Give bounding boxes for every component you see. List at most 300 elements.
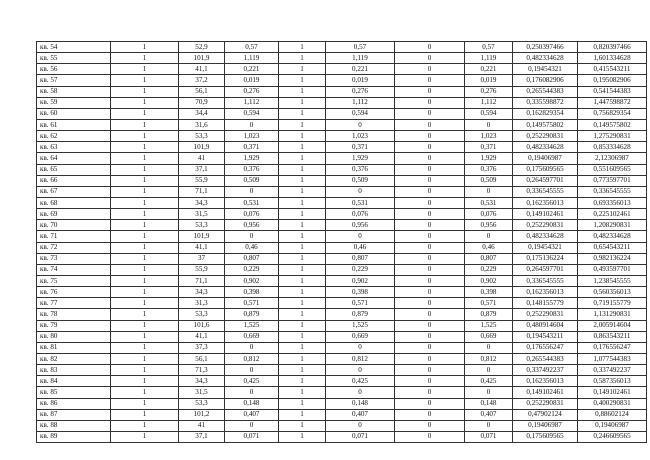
col-8-cell: 0 bbox=[465, 342, 513, 353]
area-cell: 52,9 bbox=[179, 42, 225, 53]
area-cell: 41 bbox=[179, 153, 225, 164]
col-4-cell: 0,376 bbox=[225, 164, 279, 175]
col-5-cell: 1 bbox=[279, 376, 326, 387]
total-cell: 0,820397466 bbox=[578, 42, 647, 53]
total-cell: 1,077544383 bbox=[578, 353, 647, 364]
col-9-cell: 0,482334628 bbox=[513, 53, 578, 64]
col-4-cell: 1,112 bbox=[225, 97, 279, 108]
col-4-cell: 0,398 bbox=[225, 287, 279, 298]
col-4-cell: 0,076 bbox=[225, 209, 279, 220]
table-row bbox=[37, 119, 647, 130]
col-9-cell: 0,264597701 bbox=[513, 175, 578, 186]
table-row bbox=[37, 320, 647, 331]
col-7-cell: 0 bbox=[395, 175, 465, 186]
col-8-cell: 0,376 bbox=[465, 164, 513, 175]
table-row bbox=[37, 153, 647, 164]
col-6-cell: 0 bbox=[326, 387, 395, 398]
col-7-cell: 0 bbox=[395, 42, 465, 53]
table-row bbox=[37, 231, 647, 242]
apartment-name-cell: кв. 77 bbox=[37, 298, 111, 309]
col-9-cell: 0,175609565 bbox=[513, 164, 578, 175]
total-cell: 0,400290831 bbox=[578, 398, 647, 409]
table-row bbox=[37, 287, 647, 298]
col-7-cell: 0 bbox=[395, 287, 465, 298]
col-5-cell: 1 bbox=[279, 108, 326, 119]
table-row bbox=[37, 253, 647, 264]
col-2-cell: 1 bbox=[111, 97, 179, 108]
col-7-cell: 0 bbox=[395, 387, 465, 398]
col-8-cell: 1,929 bbox=[465, 153, 513, 164]
col-8-cell: 0,571 bbox=[465, 298, 513, 309]
col-5-cell: 1 bbox=[279, 409, 326, 420]
col-9-cell: 0,149102461 bbox=[513, 387, 578, 398]
apartment-name-cell: кв. 87 bbox=[37, 409, 111, 420]
col-9-cell: 0,482334628 bbox=[513, 231, 578, 242]
col-6-cell: 0 bbox=[326, 231, 395, 242]
apartment-name-cell: кв. 83 bbox=[37, 365, 111, 376]
col-7-cell: 0 bbox=[395, 197, 465, 208]
area-cell: 71,3 bbox=[179, 365, 225, 376]
col-9-cell: 0,265544383 bbox=[513, 86, 578, 97]
table-row bbox=[37, 298, 647, 309]
col-6-cell: 0 bbox=[326, 186, 395, 197]
table-row bbox=[37, 64, 647, 75]
col-7-cell: 0 bbox=[395, 119, 465, 130]
col-5-cell: 1 bbox=[279, 164, 326, 175]
total-cell: 2,12306987 bbox=[578, 153, 647, 164]
col-8-cell: 0,371 bbox=[465, 142, 513, 153]
table-row bbox=[37, 376, 647, 387]
total-cell: 0,336545555 bbox=[578, 186, 647, 197]
apartment-name-cell: кв. 80 bbox=[37, 331, 111, 342]
col-5-cell: 1 bbox=[279, 342, 326, 353]
area-cell: 55,9 bbox=[179, 264, 225, 275]
col-4-cell: 0 bbox=[225, 231, 279, 242]
total-cell: 0,693356013 bbox=[578, 197, 647, 208]
col-9-cell: 0,335598872 bbox=[513, 97, 578, 108]
apartment-name-cell: кв. 56 bbox=[37, 64, 111, 75]
table-row bbox=[37, 398, 647, 409]
area-cell: 55,9 bbox=[179, 175, 225, 186]
apartment-name-cell: кв. 71 bbox=[37, 231, 111, 242]
apartment-name-cell: кв. 78 bbox=[37, 309, 111, 320]
col-6-cell: 0,371 bbox=[326, 142, 395, 153]
col-2-cell: 1 bbox=[111, 331, 179, 342]
area-cell: 41,1 bbox=[179, 331, 225, 342]
col-6-cell: 0,57 bbox=[326, 42, 395, 53]
col-6-cell: 0,229 bbox=[326, 264, 395, 275]
total-cell: 0,551609565 bbox=[578, 164, 647, 175]
col-8-cell: 1,119 bbox=[465, 53, 513, 64]
table-row bbox=[37, 186, 647, 197]
col-5-cell: 1 bbox=[279, 253, 326, 264]
area-cell: 101,2 bbox=[179, 409, 225, 420]
total-cell: 0,756829354 bbox=[578, 108, 647, 119]
total-cell: 1,238545555 bbox=[578, 275, 647, 286]
col-7-cell: 0 bbox=[395, 309, 465, 320]
area-cell: 34,4 bbox=[179, 108, 225, 119]
col-8-cell: 0,902 bbox=[465, 275, 513, 286]
area-cell: 53,3 bbox=[179, 131, 225, 142]
total-cell: 0,493597701 bbox=[578, 264, 647, 275]
apartment-name-cell: кв. 72 bbox=[37, 242, 111, 253]
col-5-cell: 1 bbox=[279, 119, 326, 130]
col-2-cell: 1 bbox=[111, 175, 179, 186]
col-4-cell: 0,229 bbox=[225, 264, 279, 275]
col-2-cell: 1 bbox=[111, 220, 179, 231]
col-9-cell: 0,264597701 bbox=[513, 264, 578, 275]
col-7-cell: 0 bbox=[395, 220, 465, 231]
col-7-cell: 0 bbox=[395, 186, 465, 197]
col-9-cell: 0,482334628 bbox=[513, 142, 578, 153]
col-8-cell: 0 bbox=[465, 231, 513, 242]
area-cell: 70,9 bbox=[179, 97, 225, 108]
col-8-cell: 0 bbox=[465, 387, 513, 398]
area-cell: 34,3 bbox=[179, 197, 225, 208]
col-2-cell: 1 bbox=[111, 42, 179, 53]
col-5-cell: 1 bbox=[279, 220, 326, 231]
col-7-cell: 0 bbox=[395, 420, 465, 431]
col-9-cell: 0,19454321 bbox=[513, 242, 578, 253]
table-row bbox=[37, 131, 647, 142]
col-7-cell: 0 bbox=[395, 365, 465, 376]
total-cell: 0,149575802 bbox=[578, 119, 647, 130]
col-5-cell: 1 bbox=[279, 287, 326, 298]
col-8-cell: 0,276 bbox=[465, 86, 513, 97]
col-8-cell: 0 bbox=[465, 119, 513, 130]
col-8-cell: 1,023 bbox=[465, 131, 513, 142]
apartment-data-table bbox=[36, 41, 647, 443]
apartment-name-cell: кв. 63 bbox=[37, 142, 111, 153]
apartment-name-cell: кв. 66 bbox=[37, 175, 111, 186]
area-cell: 31,6 bbox=[179, 119, 225, 130]
col-5-cell: 1 bbox=[279, 320, 326, 331]
col-4-cell: 0,57 bbox=[225, 42, 279, 53]
col-8-cell: 0,956 bbox=[465, 220, 513, 231]
col-6-cell: 0 bbox=[326, 365, 395, 376]
col-5-cell: 1 bbox=[279, 387, 326, 398]
col-2-cell: 1 bbox=[111, 398, 179, 409]
col-8-cell: 0 bbox=[465, 365, 513, 376]
col-7-cell: 0 bbox=[395, 164, 465, 175]
col-5-cell: 1 bbox=[279, 53, 326, 64]
table-row bbox=[37, 342, 647, 353]
col-9-cell: 0,162356013 bbox=[513, 197, 578, 208]
col-9-cell: 0,176082906 bbox=[513, 75, 578, 86]
apartment-name-cell: кв. 62 bbox=[37, 131, 111, 142]
col-6-cell: 0,276 bbox=[326, 86, 395, 97]
col-2-cell: 1 bbox=[111, 242, 179, 253]
apartment-name-cell: кв. 89 bbox=[37, 431, 111, 442]
col-4-cell: 0 bbox=[225, 186, 279, 197]
total-cell: 0,88602124 bbox=[578, 409, 647, 420]
table-row bbox=[37, 409, 647, 420]
total-cell: 0,541544383 bbox=[578, 86, 647, 97]
col-7-cell: 0 bbox=[395, 97, 465, 108]
col-9-cell: 0,175609565 bbox=[513, 431, 578, 442]
col-4-cell: 0 bbox=[225, 342, 279, 353]
col-5-cell: 1 bbox=[279, 331, 326, 342]
col-7-cell: 0 bbox=[395, 53, 465, 64]
col-4-cell: 0,669 bbox=[225, 331, 279, 342]
col-6-cell: 1,525 bbox=[326, 320, 395, 331]
col-2-cell: 1 bbox=[111, 64, 179, 75]
area-cell: 101,9 bbox=[179, 53, 225, 64]
col-9-cell: 0,47902124 bbox=[513, 409, 578, 420]
col-6-cell: 0,46 bbox=[326, 242, 395, 253]
col-9-cell: 0,149575802 bbox=[513, 119, 578, 130]
col-8-cell: 0,46 bbox=[465, 242, 513, 253]
col-2-cell: 1 bbox=[111, 387, 179, 398]
col-6-cell: 0,071 bbox=[326, 431, 395, 442]
col-4-cell: 0,571 bbox=[225, 298, 279, 309]
col-8-cell: 0,148 bbox=[465, 398, 513, 409]
table-body bbox=[37, 42, 647, 443]
col-5-cell: 1 bbox=[279, 398, 326, 409]
col-2-cell: 1 bbox=[111, 75, 179, 86]
col-4-cell: 0,407 bbox=[225, 409, 279, 420]
area-cell: 41,1 bbox=[179, 242, 225, 253]
table-row bbox=[37, 197, 647, 208]
col-2-cell: 1 bbox=[111, 353, 179, 364]
col-2-cell: 1 bbox=[111, 164, 179, 175]
col-8-cell: 0,669 bbox=[465, 331, 513, 342]
col-4-cell: 1,119 bbox=[225, 53, 279, 64]
col-7-cell: 0 bbox=[395, 86, 465, 97]
col-5-cell: 1 bbox=[279, 42, 326, 53]
col-6-cell: 0,902 bbox=[326, 275, 395, 286]
area-cell: 37 bbox=[179, 253, 225, 264]
col-7-cell: 0 bbox=[395, 108, 465, 119]
area-cell: 53,3 bbox=[179, 220, 225, 231]
col-2-cell: 1 bbox=[111, 309, 179, 320]
col-5-cell: 1 bbox=[279, 97, 326, 108]
col-9-cell: 0,162356013 bbox=[513, 287, 578, 298]
col-2-cell: 1 bbox=[111, 253, 179, 264]
col-8-cell: 0,807 bbox=[465, 253, 513, 264]
col-9-cell: 0,175136224 bbox=[513, 253, 578, 264]
apartment-name-cell: кв. 70 bbox=[37, 220, 111, 231]
col-5-cell: 1 bbox=[279, 197, 326, 208]
col-5-cell: 1 bbox=[279, 242, 326, 253]
col-9-cell: 0,19406987 bbox=[513, 420, 578, 431]
table-row bbox=[37, 75, 647, 86]
table-row bbox=[37, 242, 647, 253]
table-row bbox=[37, 264, 647, 275]
col-4-cell: 0 bbox=[225, 387, 279, 398]
apartment-name-cell: кв. 69 bbox=[37, 209, 111, 220]
apartment-name-cell: кв. 74 bbox=[37, 264, 111, 275]
col-2-cell: 1 bbox=[111, 320, 179, 331]
col-9-cell: 0,250397466 bbox=[513, 42, 578, 53]
apartment-name-cell: кв. 61 bbox=[37, 119, 111, 130]
col-8-cell: 0,398 bbox=[465, 287, 513, 298]
apartment-name-cell: кв. 88 bbox=[37, 420, 111, 431]
col-7-cell: 0 bbox=[395, 342, 465, 353]
col-7-cell: 0 bbox=[395, 275, 465, 286]
col-9-cell: 0,480914604 bbox=[513, 320, 578, 331]
col-9-cell: 0,252290831 bbox=[513, 131, 578, 142]
col-6-cell: 0,807 bbox=[326, 253, 395, 264]
col-7-cell: 0 bbox=[395, 431, 465, 442]
total-cell: 0,863543211 bbox=[578, 331, 647, 342]
col-7-cell: 0 bbox=[395, 64, 465, 75]
area-cell: 53,3 bbox=[179, 398, 225, 409]
col-4-cell: 0 bbox=[225, 420, 279, 431]
col-4-cell: 0 bbox=[225, 119, 279, 130]
col-2-cell: 1 bbox=[111, 153, 179, 164]
col-8-cell: 0,879 bbox=[465, 309, 513, 320]
table-row bbox=[37, 175, 647, 186]
col-2-cell: 1 bbox=[111, 209, 179, 220]
col-8-cell: 0 bbox=[465, 420, 513, 431]
col-4-cell: 0,276 bbox=[225, 86, 279, 97]
total-cell: 1,131290831 bbox=[578, 309, 647, 320]
col-4-cell: 0,071 bbox=[225, 431, 279, 442]
col-8-cell: 0,509 bbox=[465, 175, 513, 186]
col-8-cell: 1,525 bbox=[465, 320, 513, 331]
col-4-cell: 0,879 bbox=[225, 309, 279, 320]
area-cell: 31,5 bbox=[179, 209, 225, 220]
apartment-name-cell: кв. 60 bbox=[37, 108, 111, 119]
col-2-cell: 1 bbox=[111, 119, 179, 130]
area-cell: 34,3 bbox=[179, 376, 225, 387]
col-2-cell: 1 bbox=[111, 342, 179, 353]
apartment-name-cell: кв. 68 bbox=[37, 197, 111, 208]
col-9-cell: 0,252290831 bbox=[513, 220, 578, 231]
col-6-cell: 0,879 bbox=[326, 309, 395, 320]
table-row bbox=[37, 42, 647, 53]
table-row bbox=[37, 108, 647, 119]
apartment-name-cell: кв. 58 bbox=[37, 86, 111, 97]
col-2-cell: 1 bbox=[111, 142, 179, 153]
total-cell: 0,587356013 bbox=[578, 376, 647, 387]
col-6-cell: 0,509 bbox=[326, 175, 395, 186]
area-cell: 37,3 bbox=[179, 342, 225, 353]
col-8-cell: 0,229 bbox=[465, 264, 513, 275]
table-row bbox=[37, 353, 647, 364]
area-cell: 101,9 bbox=[179, 142, 225, 153]
apartment-name-cell: кв. 54 bbox=[37, 42, 111, 53]
table-row bbox=[37, 365, 647, 376]
col-2-cell: 1 bbox=[111, 197, 179, 208]
table-row bbox=[37, 275, 647, 286]
col-5-cell: 1 bbox=[279, 365, 326, 376]
apartment-name-cell: кв. 79 bbox=[37, 320, 111, 331]
col-7-cell: 0 bbox=[395, 153, 465, 164]
apartment-name-cell: кв. 67 bbox=[37, 186, 111, 197]
total-cell: 0,225102461 bbox=[578, 209, 647, 220]
col-9-cell: 0,336545555 bbox=[513, 275, 578, 286]
total-cell: 0,654543211 bbox=[578, 242, 647, 253]
apartment-name-cell: кв. 84 bbox=[37, 376, 111, 387]
col-8-cell: 0,407 bbox=[465, 409, 513, 420]
table-row bbox=[37, 420, 647, 431]
col-9-cell: 0,148155779 bbox=[513, 298, 578, 309]
col-4-cell: 0,425 bbox=[225, 376, 279, 387]
apartment-name-cell: кв. 55 bbox=[37, 53, 111, 64]
col-2-cell: 1 bbox=[111, 365, 179, 376]
col-2-cell: 1 bbox=[111, 231, 179, 242]
col-5-cell: 1 bbox=[279, 209, 326, 220]
col-4-cell: 0,531 bbox=[225, 197, 279, 208]
total-cell: 2,005914604 bbox=[578, 320, 647, 331]
col-9-cell: 0,162356013 bbox=[513, 376, 578, 387]
col-4-cell: 0,46 bbox=[225, 242, 279, 253]
col-9-cell: 0,265544383 bbox=[513, 353, 578, 364]
col-4-cell: 0,807 bbox=[225, 253, 279, 264]
col-7-cell: 0 bbox=[395, 142, 465, 153]
table-row bbox=[37, 86, 647, 97]
col-5-cell: 1 bbox=[279, 298, 326, 309]
col-8-cell: 0 bbox=[465, 186, 513, 197]
col-6-cell: 1,119 bbox=[326, 53, 395, 64]
col-9-cell: 0,337492237 bbox=[513, 365, 578, 376]
col-7-cell: 0 bbox=[395, 231, 465, 242]
col-4-cell: 0 bbox=[225, 365, 279, 376]
col-8-cell: 0,57 bbox=[465, 42, 513, 53]
table-row bbox=[37, 331, 647, 342]
total-cell: 1,601334628 bbox=[578, 53, 647, 64]
area-cell: 34,3 bbox=[179, 287, 225, 298]
col-9-cell: 0,19454321 bbox=[513, 64, 578, 75]
col-2-cell: 1 bbox=[111, 264, 179, 275]
col-8-cell: 0,531 bbox=[465, 197, 513, 208]
col-7-cell: 0 bbox=[395, 331, 465, 342]
col-4-cell: 0,221 bbox=[225, 64, 279, 75]
col-5-cell: 1 bbox=[279, 275, 326, 286]
apartment-name-cell: кв. 81 bbox=[37, 342, 111, 353]
col-5-cell: 1 bbox=[279, 309, 326, 320]
col-5-cell: 1 bbox=[279, 86, 326, 97]
apartment-name-cell: кв. 85 bbox=[37, 387, 111, 398]
table-row bbox=[37, 209, 647, 220]
col-9-cell: 0,176556247 bbox=[513, 342, 578, 353]
col-5-cell: 1 bbox=[279, 131, 326, 142]
col-2-cell: 1 bbox=[111, 298, 179, 309]
col-5-cell: 1 bbox=[279, 431, 326, 442]
col-6-cell: 0,076 bbox=[326, 209, 395, 220]
col-6-cell: 0,407 bbox=[326, 409, 395, 420]
col-5-cell: 1 bbox=[279, 75, 326, 86]
col-6-cell: 1,112 bbox=[326, 97, 395, 108]
col-2-cell: 1 bbox=[111, 376, 179, 387]
area-cell: 53,3 bbox=[179, 309, 225, 320]
area-cell: 37,2 bbox=[179, 75, 225, 86]
col-4-cell: 1,929 bbox=[225, 153, 279, 164]
apartment-name-cell: кв. 57 bbox=[37, 75, 111, 86]
total-cell: 0,773597701 bbox=[578, 175, 647, 186]
col-2-cell: 1 bbox=[111, 108, 179, 119]
col-9-cell: 0,19406987 bbox=[513, 153, 578, 164]
col-7-cell: 0 bbox=[395, 353, 465, 364]
col-6-cell: 0,425 bbox=[326, 376, 395, 387]
area-cell: 31,5 bbox=[179, 387, 225, 398]
col-8-cell: 0,221 bbox=[465, 64, 513, 75]
area-cell: 56,1 bbox=[179, 86, 225, 97]
col-2-cell: 1 bbox=[111, 431, 179, 442]
col-2-cell: 1 bbox=[111, 287, 179, 298]
area-cell: 37,1 bbox=[179, 164, 225, 175]
total-cell: 0,19406987 bbox=[578, 420, 647, 431]
col-6-cell: 1,023 bbox=[326, 131, 395, 142]
col-6-cell: 0,594 bbox=[326, 108, 395, 119]
area-cell: 41,1 bbox=[179, 64, 225, 75]
col-9-cell: 0,149102461 bbox=[513, 209, 578, 220]
area-cell: 31,3 bbox=[179, 298, 225, 309]
col-6-cell: 0,956 bbox=[326, 220, 395, 231]
area-cell: 101,6 bbox=[179, 320, 225, 331]
